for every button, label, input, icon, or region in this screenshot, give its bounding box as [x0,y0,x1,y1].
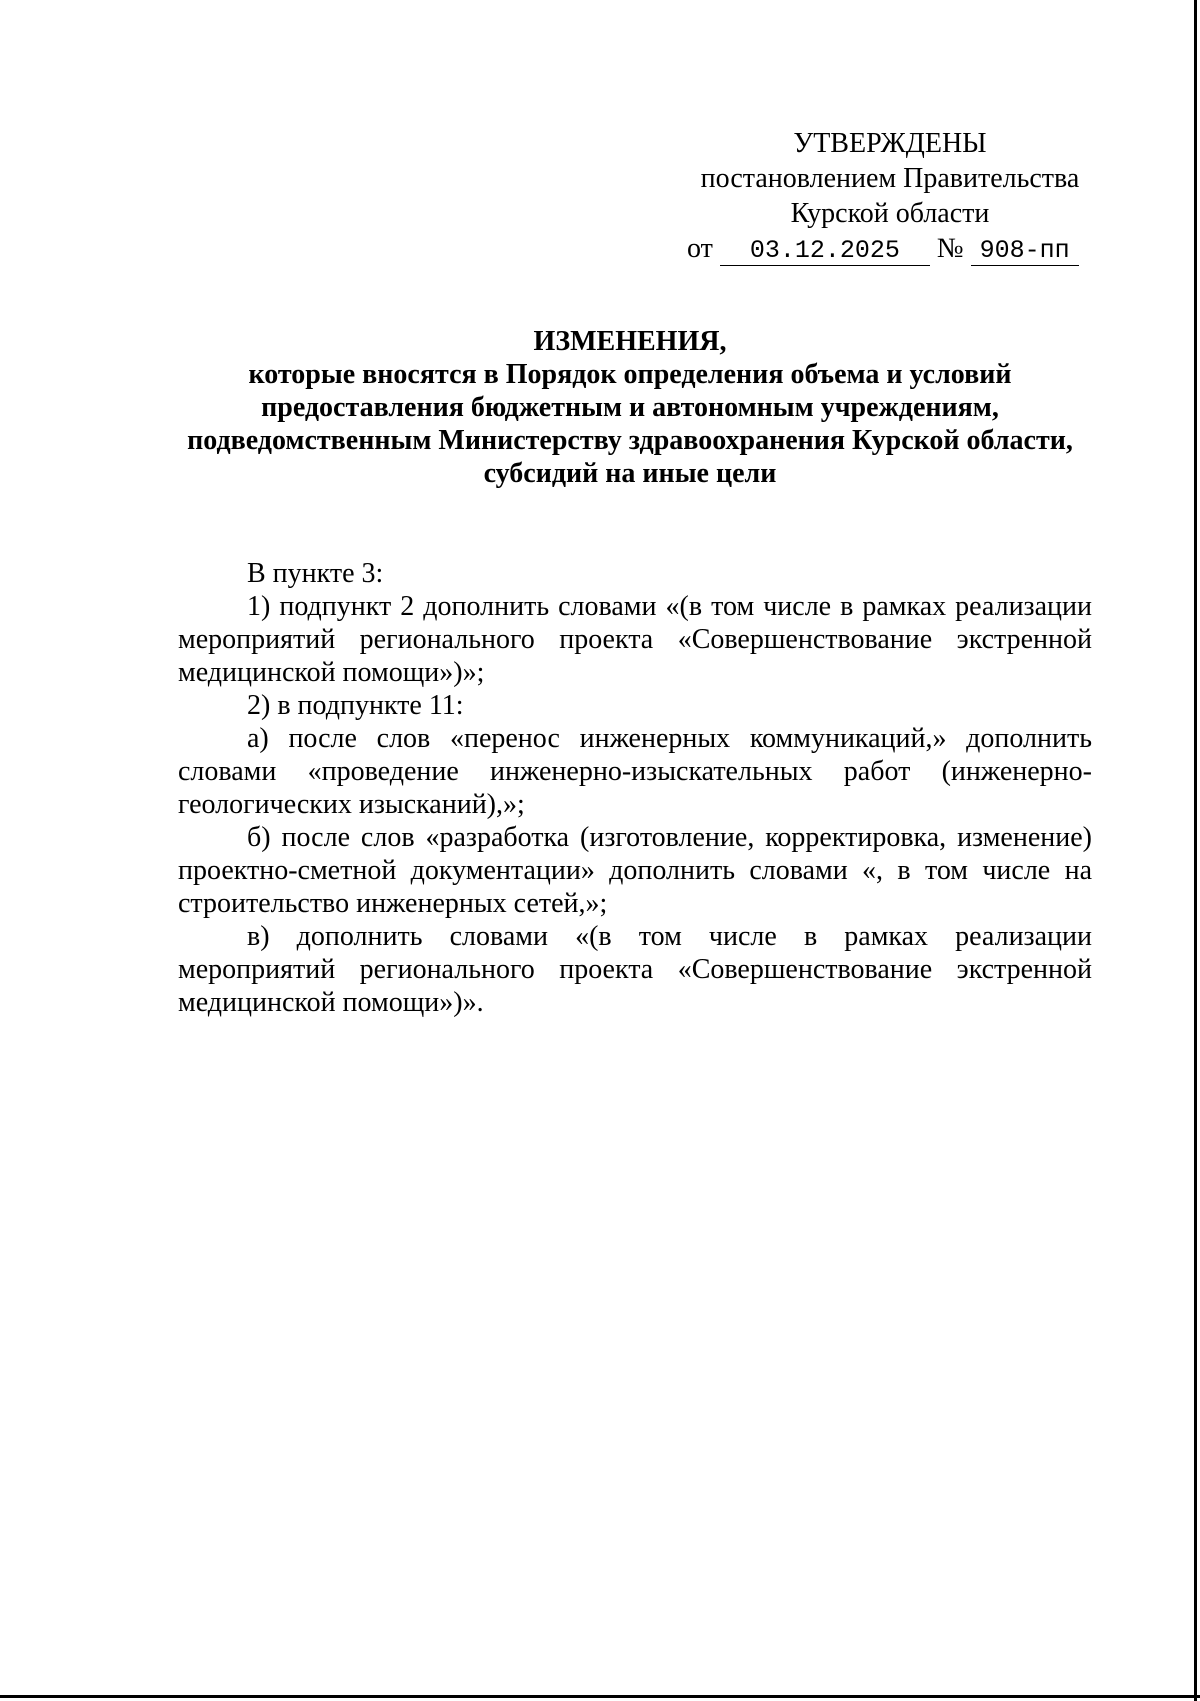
document-heading [170,325,1090,490]
approval-block [687,126,1090,266]
scan-edge-right [1194,0,1197,1701]
number-prefix: № [936,233,964,264]
body-paragraph-2c: в) дополнить словами «(в том числе в рамках реализации мероприятий регионального проекта «Совершенствование экстренной медицинской помощи»)». [178,921,1092,1018]
body-paragraph-1: 1) подпункт 2 дополнить словами «(в том числе в рамках реализации мероприятий регионального проекта «Совершенствование экстренной медицинской помощи»)»; [178,591,1092,688]
body-paragraph-2a: а) после слов «перенос инженерных коммуникаций,» дополнить словами «проведение инженерно-изыскательных работ (инженерно-геологических изысканий),»; [178,723,1092,820]
body-paragraph-2b: б) после слов «разработка (изготовление, корректировка, изменение) проектно-сметной документации» дополнить словами «, в том числе на строительство инженерных сетей,»; [178,822,1092,919]
approval-date: 03.12.2025 [720,237,930,266]
approval-line-3: Курской области [790,198,990,229]
heading-title: ИЗМЕНЕНИЯ, [533,326,727,357]
heading-line-3: подведомственным Министерству здравоохранения Курской области, [187,425,1073,456]
heading-line-2: предоставления бюджетным и автономным учреждениям, [261,392,999,423]
heading-line-4: субсидий на иные цели [483,458,777,489]
body-paragraph-intro: В пункте 3: [247,558,384,589]
date-prefix: от [687,233,713,264]
approval-number: 908-пп [971,237,1079,266]
heading-line-1: которые вносятся в Порядок определения объема и условий [248,359,1012,390]
approval-title: УТВЕРЖДЕНЫ [793,128,987,159]
document-body [178,557,1092,1019]
scan-edge-bottom [0,1695,1200,1698]
approval-line-2: постановлением Правительства [700,163,1080,194]
body-paragraph-2: 2) в подпункте 11: [247,690,464,721]
approval-date-line [687,231,1090,266]
